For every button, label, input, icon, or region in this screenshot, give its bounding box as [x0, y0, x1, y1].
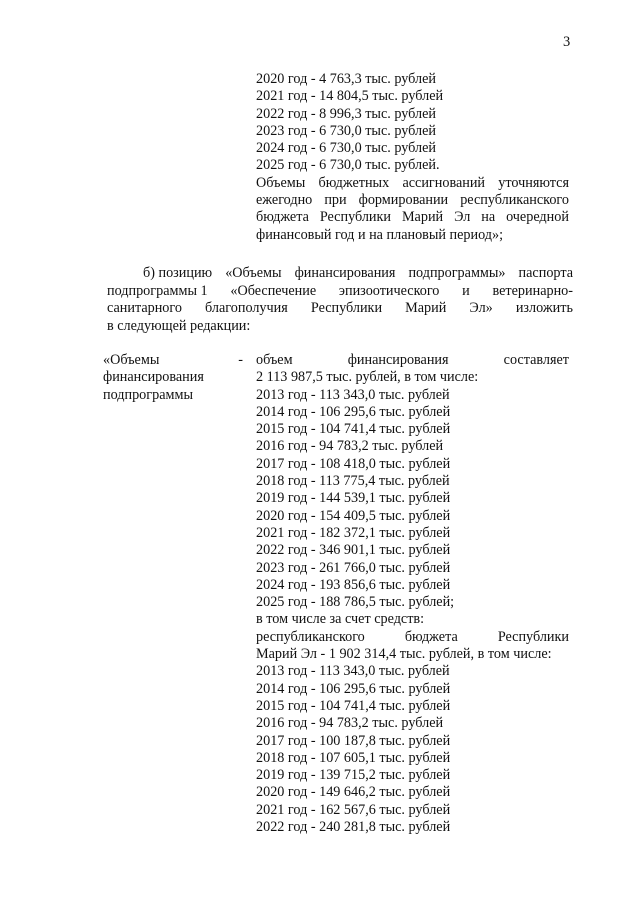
paragraph-line	[107, 283, 573, 301]
word: финансирования	[347, 352, 449, 368]
year-line: 2025 год - 188 786,5 тыс. рублей;	[256, 594, 455, 611]
year-line: 2020 год - 4 763,3 тыс. рублей	[256, 71, 436, 87]
year-line: 2021 год - 162 567,6 тыс. рублей	[256, 801, 451, 818]
word: ежегодно	[256, 192, 313, 209]
year-line: 2021 год - 14 804,5 тыс. рублей	[256, 88, 444, 105]
top-funding-block	[256, 71, 569, 244]
note-line-last: финансовый год и на плановый период»;	[256, 226, 504, 243]
label-line: подпрограммы	[103, 386, 193, 403]
year-line: 2013 год - 113 343,0 тыс. рублей	[256, 663, 450, 680]
word: республиканского	[256, 628, 365, 645]
word: паспорта	[518, 265, 573, 281]
value-first-line	[256, 352, 569, 369]
passport-entry-value	[256, 352, 569, 836]
word: бюджетных	[318, 174, 390, 191]
year-line: 2016 год - 94 783,2 тыс. рублей	[256, 715, 444, 732]
year-line: 2022 год - 8 996,3 тыс. рублей	[256, 105, 436, 122]
word: и	[462, 282, 470, 299]
year-line: 2024 год - 193 856,6 тыс. рублей	[256, 576, 451, 593]
word: объем	[256, 352, 293, 368]
year-line: 2014 год - 106 295,6 тыс. рублей	[256, 403, 451, 420]
year-line: 2022 год - 240 281,8 тыс. рублей	[256, 819, 451, 836]
amendment-paragraph	[107, 265, 573, 335]
note-line	[256, 192, 569, 209]
label-line: финансирования	[103, 369, 204, 386]
word: бюджета	[404, 628, 458, 645]
word: Эл»	[469, 300, 493, 316]
value-line: 2 113 987,5 тыс. рублей, в том числе:	[256, 369, 479, 386]
year-line: 2025 год - 6 730,0 тыс. рублей.	[256, 157, 440, 174]
word: «Объемы	[225, 265, 282, 281]
word: Республики	[497, 628, 569, 645]
word: Объемы	[256, 174, 306, 191]
word: республиканского	[460, 192, 569, 209]
word: изложить	[515, 300, 573, 316]
label-dash: -	[238, 352, 243, 368]
year-line: 2017 год - 100 187,8 тыс. рублей	[256, 732, 451, 749]
year-line: 2020 год - 154 409,5 тыс. рублей	[256, 507, 451, 524]
word: Марий	[401, 209, 444, 226]
word: бюджета	[256, 209, 309, 226]
word: формировании	[358, 192, 449, 209]
year-line: 2024 год - 6 730,0 тыс. рублей	[256, 140, 436, 157]
budget-line	[256, 629, 569, 646]
page-number: 3	[563, 34, 571, 50]
value-line: Марий Эл - 1 902 314,4 тыс. рублей, в том числе:	[256, 646, 552, 663]
word: финансирования	[294, 265, 396, 281]
year-line: 2016 год - 94 783,2 тыс. рублей	[256, 438, 444, 455]
word: эпизоотического	[338, 282, 440, 299]
word: составляет	[503, 352, 569, 368]
word: подпрограммы 1	[107, 282, 208, 299]
label-open: «Объемы	[103, 352, 160, 368]
year-line: 2015 год - 104 741,4 тыс. рублей	[256, 697, 451, 714]
word: Марий	[405, 300, 447, 316]
word: Республики	[310, 300, 383, 316]
word: ассигнований	[402, 174, 486, 191]
year-line: 2019 год - 144 539,1 тыс. рублей	[256, 490, 451, 507]
paragraph-line: в следующей редакции:	[107, 317, 251, 334]
year-line: 2018 год - 113 775,4 тыс. рублей	[256, 473, 450, 490]
year-line: 2014 год - 106 295,6 тыс. рублей	[256, 680, 451, 697]
year-line: 2021 год - 182 372,1 тыс. рублей	[256, 524, 451, 541]
word: санитарного	[107, 300, 182, 316]
year-line: 2017 год - 108 418,0 тыс. рублей	[256, 455, 451, 472]
value-line: в том числе за счет средств:	[256, 611, 425, 628]
label-first-row	[103, 352, 243, 369]
word: «Обеспечение	[230, 282, 317, 299]
year-line: 2015 год - 104 741,4 тыс. рублей	[256, 421, 451, 438]
passport-entry-label	[103, 352, 243, 404]
word: благополучия	[205, 300, 288, 316]
word: ветеринарно-	[492, 282, 573, 299]
word: б) позицию	[143, 265, 213, 281]
paragraph-line	[107, 265, 573, 283]
word: при	[324, 192, 347, 209]
word: Эл	[454, 209, 471, 226]
word: уточняются	[498, 174, 569, 191]
year-line: 2023 год - 6 730,0 тыс. рублей	[256, 122, 436, 139]
word: Республики	[319, 209, 392, 226]
year-line: 2023 год - 261 766,0 тыс. рублей	[256, 559, 451, 576]
year-line: 2019 год - 139 715,2 тыс. рублей	[256, 767, 451, 784]
note-line	[256, 175, 569, 192]
word: на	[481, 209, 496, 226]
year-line: 2022 год - 346 901,1 тыс. рублей	[256, 542, 451, 559]
note-line	[256, 209, 569, 226]
year-line: 2018 год - 107 605,1 тыс. рублей	[256, 749, 451, 766]
year-line: 2020 год - 149 646,2 тыс. рублей	[256, 784, 451, 801]
word: очередной	[506, 209, 569, 226]
paragraph-line	[107, 300, 573, 318]
word: подпрограммы»	[408, 265, 506, 281]
year-line: 2013 год - 113 343,0 тыс. рублей	[256, 386, 450, 403]
